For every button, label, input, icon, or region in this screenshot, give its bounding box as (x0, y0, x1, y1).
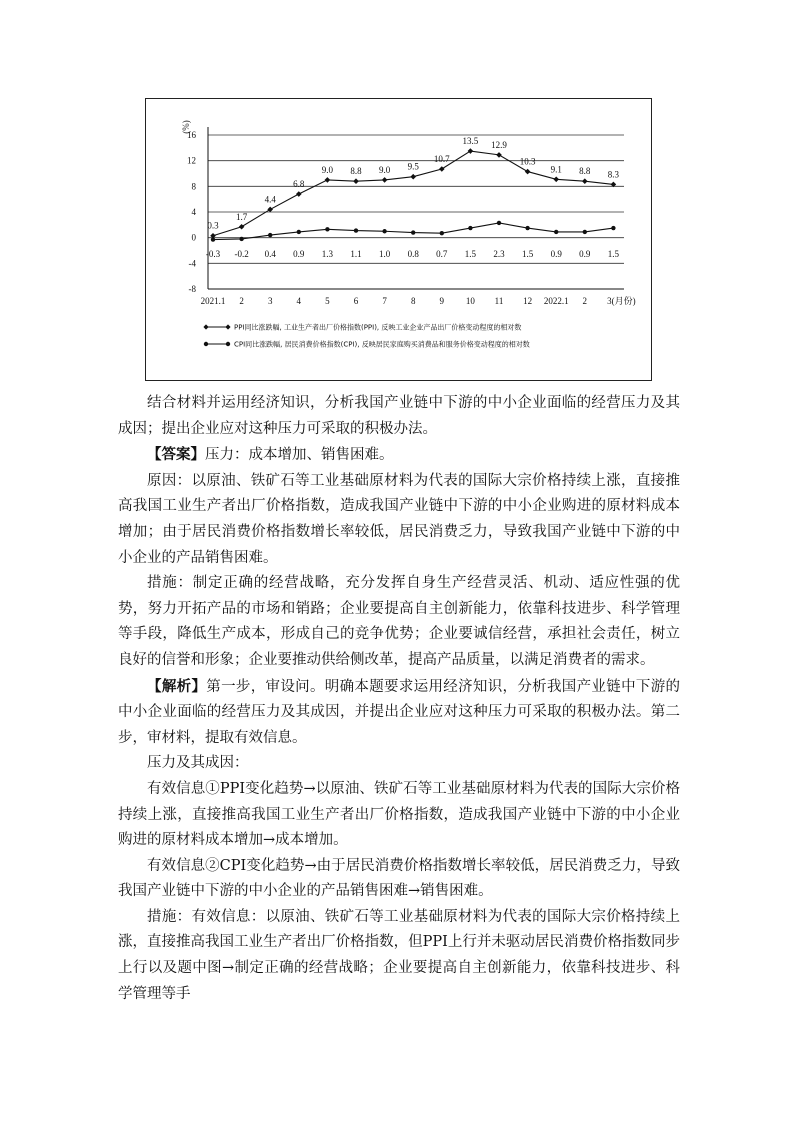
cpi-data-label: 0.9 (579, 249, 591, 259)
ppi-point-marker (553, 176, 559, 182)
cpi-data-label: 1.5 (521, 249, 534, 259)
y-tick-label: 12 (187, 155, 196, 166)
cpi-point-marker (325, 227, 329, 231)
ppi-data-label: 8.8 (350, 166, 362, 177)
cpi-point-marker (354, 228, 358, 232)
ppi-point-marker (410, 174, 416, 180)
cpi-point-marker (411, 230, 415, 234)
cpi-data-label: 1.5 (607, 249, 620, 259)
x-tick-label: 6 (353, 296, 359, 306)
cpi-data-label: 1.5 (464, 249, 477, 259)
answer-measures: 措施：制定正确的经营战略，充分发挥自身生产经营灵活、机动、适应性强的优势，努力开拓产品的市场和销路；企业要提高自主创新能力，依靠科技进步、科学管理等手段，降低生产成本，形成自己的竞争优势；企业要诚信经营，承担社会责任，树立良好的信誉和形象；企业要推动供给侧改革，提高产品质量，以满足消费者的需求。 (118, 575, 680, 668)
cpi-point-marker (268, 233, 272, 237)
y-axis-label: (%) (181, 120, 191, 134)
ppi-data-label: 6.8 (293, 179, 305, 190)
x-tick-label: 4 (296, 296, 302, 306)
ppi-data-label: 13.5 (462, 136, 479, 147)
ppi-point-marker (496, 152, 502, 158)
cpi-point-marker (583, 230, 587, 234)
cpi-point-marker (525, 226, 529, 230)
analysis-info-2: 有效信息②CPI变化趋势→由于居民消费价格指数增长率较低，居民消费乏力，导致我国产业链中下游的中小企业的产品销售困难→销售困难。 (118, 857, 680, 900)
ppi-legend-label: PPI同比涨跌幅, 工业生产者出厂价格指数(PPI), 反映工业企业产品出厂价格变动程度的相对数 (234, 323, 522, 332)
x-tick-label: 2 (239, 296, 244, 306)
ppi-data-label: 1.7 (235, 211, 248, 222)
ppi-point-marker (468, 148, 474, 154)
cpi-data-label: 1.1 (350, 249, 362, 259)
ppi-point-marker (382, 177, 388, 183)
analysis-measures: 措施：有效信息：以原油、铁矿石等工业基础原材料为代表的国际大宗价格持续上涨，直接推高我国工业生产者出厂价格指数，但PPI上行并未驱动居民消费价格指数同步上行以及题中图→制定正确的经营战略；企业要提高自主创新能力，依靠科技进步、科学管理等手 (118, 908, 680, 1002)
cpi-point-marker (382, 229, 386, 233)
x-tick-label: 10 (465, 296, 475, 306)
cpi-point-marker (297, 230, 301, 234)
cpi-data-label: 0.8 (407, 249, 419, 259)
analysis-subheading: 压力及其成因： (147, 755, 249, 772)
x-tick-label: 7 (382, 296, 387, 306)
cpi-legend-marker (226, 342, 230, 346)
cpi-data-label: -0.2 (234, 249, 249, 259)
ppi-point-marker (353, 178, 359, 184)
x-tick-label: 2022.1 (543, 296, 569, 306)
ppi-data-label: 9.1 (550, 164, 562, 175)
cpi-data-label: -0.3 (205, 249, 221, 259)
cpi-data-label: 0.4 (264, 249, 276, 259)
question-answer-text (118, 391, 680, 1007)
cpi-point-marker (211, 237, 215, 241)
cpi-data-label: 0.7 (436, 249, 448, 259)
ppi-point-marker (325, 177, 331, 183)
cpi-legend-marker (204, 342, 208, 346)
y-tick-label: -8 (188, 284, 196, 294)
ppi-data-label: 4.4 (264, 194, 276, 205)
y-tick-label: 4 (191, 207, 196, 217)
y-tick-label: 0 (191, 232, 196, 243)
cpi-data-label: 1.3 (321, 249, 334, 259)
x-tick-label: 2 (582, 296, 588, 306)
cpi-point-marker (611, 226, 615, 230)
ppi-data-label: 0.3 (207, 220, 219, 231)
analysis-info-1: 有效信息①PPI变化趋势→以原油、铁矿石等工业基础原材料为代表的国际大宗价格持续上涨，直接推高我国工业生产者出厂价格指数，造成我国产业链中下游的中小企业购进的原材料成本增加→成本增加。 (118, 780, 680, 849)
x-tick-label: 9 (439, 296, 445, 306)
answer-cause: 原因：以原油、铁矿石等工业基础原材料为代表的国际大宗价格持续上涨，直接推高我国工业生产者出厂价格指数，造成我国产业链中下游的中小企业购进的原材料成本增加；由于居民消费价格指数增长率较低，居民消费乏力，导致我国产业链中下游的中小企业的产品销售困难。 (118, 472, 680, 566)
ppi-point-marker (525, 169, 531, 175)
analysis-tag: 【解析】 (147, 677, 207, 695)
x-tick-label: 5 (325, 296, 330, 306)
ppi-data-label: 9.0 (321, 164, 334, 175)
cpi-point-marker (497, 221, 501, 225)
ppi-point-marker (239, 224, 245, 230)
question-text: 结合材料并运用经济知识，分析我国产业链中下游的中小企业面临的经营压力及其成因；提出企业应对这种压力可采取的积极办法。 (118, 395, 680, 437)
ppi-data-label: 10.3 (519, 156, 536, 167)
cpi-data-label: 0.9 (293, 249, 305, 259)
answer-pressure: 【答案】压力：成本增加、销售困难。 (147, 446, 394, 464)
ppi-point-marker (439, 166, 445, 172)
ppi-point-marker (582, 178, 588, 184)
cpi-point-marker (440, 231, 444, 235)
ppi-point-marker (267, 207, 273, 213)
y-tick-label: -4 (188, 258, 196, 269)
cpi-point-marker (554, 230, 558, 234)
x-tick-label: 8 (410, 296, 416, 306)
chart-frame (145, 98, 652, 381)
ppi-data-label: 12.9 (491, 139, 507, 150)
y-tick-label: 8 (191, 181, 196, 192)
y-tick-label: 16 (187, 130, 196, 140)
answer-tag: 【答案】 (147, 446, 205, 464)
ppi-data-label: 8.8 (579, 166, 591, 177)
ppi-data-label: 9.0 (378, 164, 391, 175)
cpi-point-marker (468, 226, 472, 230)
x-tick-label: 11 (494, 296, 504, 306)
analysis-intro: 【解析】第一步，审设问。明确本题要求运用经济知识，分析我国产业链中下游的中小企业面临的经营压力及其成因，并提出企业应对这种压力可采取的积极办法。第二步，审材料，提取有效信息。 (118, 677, 681, 746)
ppi-data-label: 8.3 (607, 169, 620, 180)
ppi-point-marker (296, 191, 302, 197)
x-tick-label: 3 (267, 296, 273, 306)
x-tick-label: 12 (523, 296, 533, 306)
x-tick-label: 2021.1 (200, 296, 226, 306)
cpi-legend-label: CPI同比涨跌幅, 居民消费价格指数(CPI), 反映居民家庭购买消费品和服务价格变动程度的相对数 (234, 340, 530, 349)
cpi-data-label: 0.9 (550, 249, 562, 259)
ppi-legend-marker (203, 324, 208, 329)
cpi-data-label: 1.0 (378, 249, 391, 259)
ppi-cpi-line-chart (146, 99, 651, 380)
cpi-point-marker (239, 237, 243, 241)
x-tick-label: 3(月份) (607, 296, 636, 306)
ppi-legend-marker (225, 324, 230, 329)
cpi-data-label: 2.3 (493, 249, 505, 259)
ppi-data-label: 10.7 (433, 154, 450, 165)
ppi-data-label: 9.5 (407, 161, 419, 172)
